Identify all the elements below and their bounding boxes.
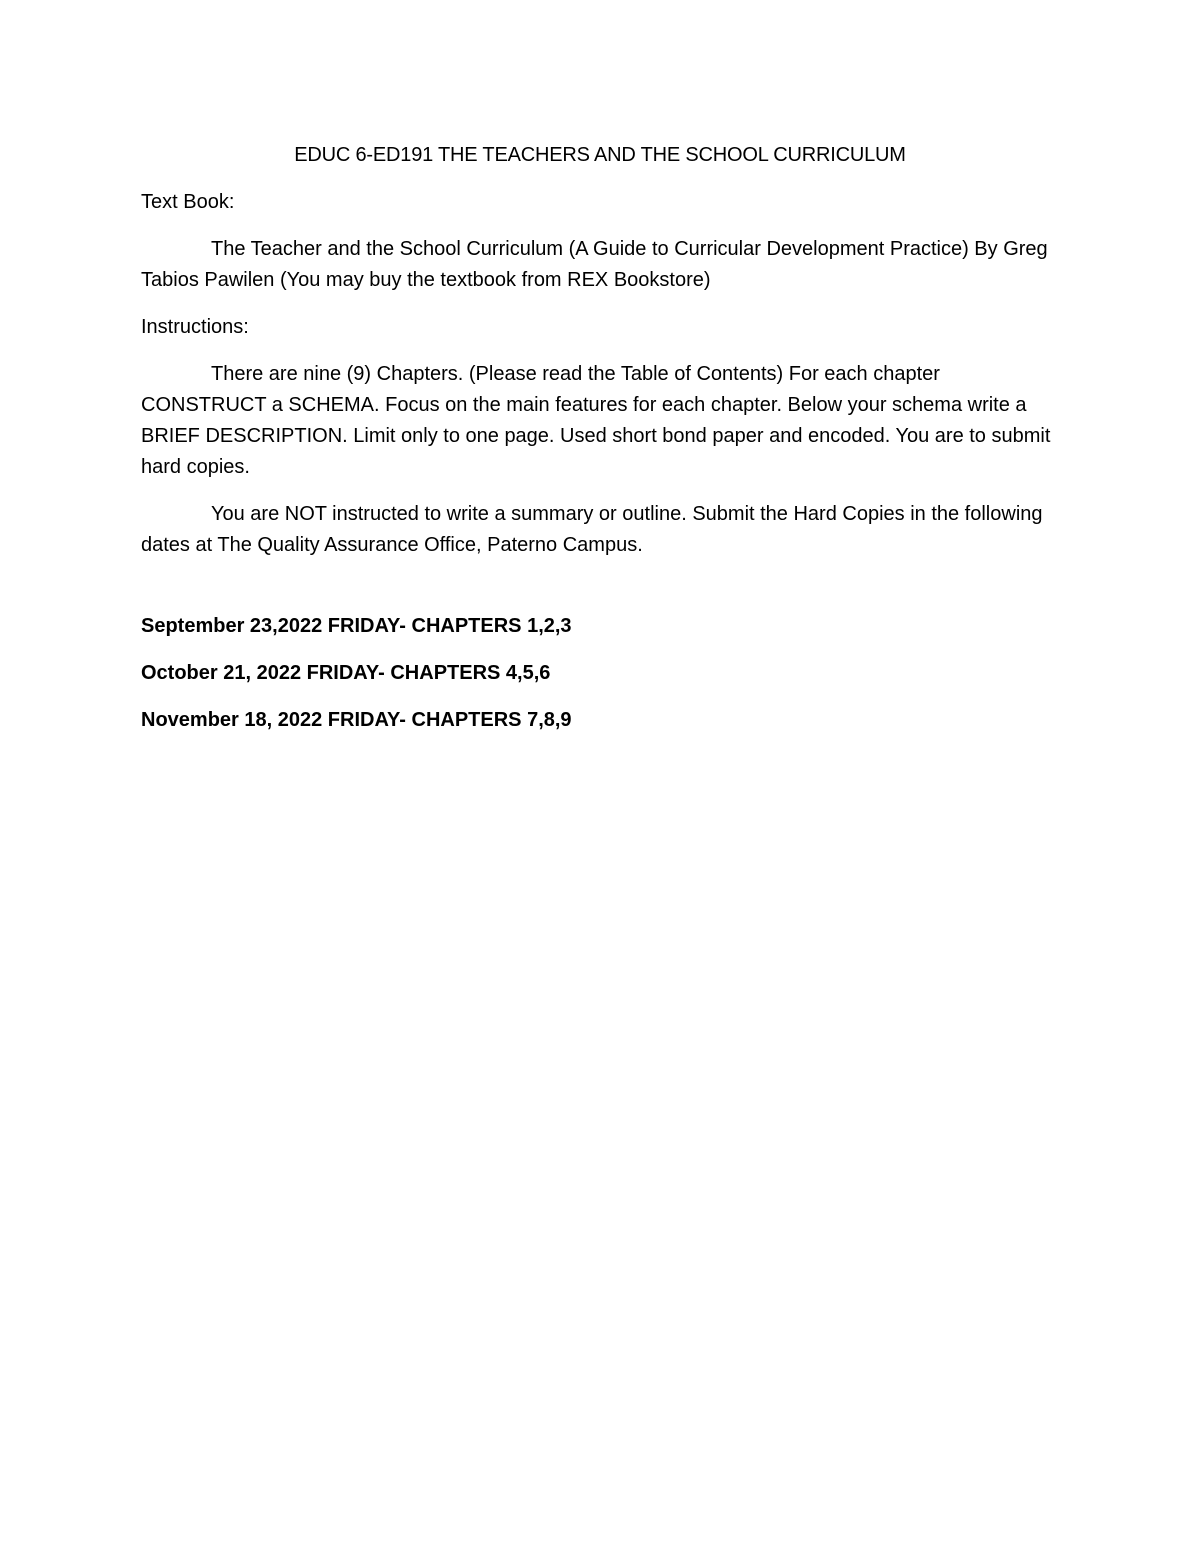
- schedule-item-1: September 23,2022 FRIDAY- CHAPTERS 1,2,3: [141, 615, 572, 637]
- instructions-label: Instructions:: [141, 316, 249, 338]
- document-title: EDUC 6-ED191 THE TEACHERS AND THE SCHOOL CURRICULUM: [294, 144, 906, 166]
- instructions-paragraph-1: There are nine (9) Chapters. (Please read the Table of Contents) For each chapter CONSTRUCT a SCHEMA. Focus on the main features for each chapter. Below your schema write a BRIEF DESCRIPTION. Limit only to one page. Used short bond paper and encoded. You are to submit hard copies.: [141, 363, 1051, 478]
- textbook-text: The Teacher and the School Curriculum (A Guide to Curricular Development Practice) By Greg Tabios Pawilen (You may buy the textbook from REX Bookstore): [141, 238, 1048, 291]
- schedule-item-3: November 18, 2022 FRIDAY- CHAPTERS 7,8,9: [141, 709, 572, 731]
- textbook-label: Text Book:: [141, 191, 235, 213]
- instructions-paragraph-2: You are NOT instructed to write a summary or outline. Submit the Hard Copies in the following dates at The Quality Assurance Office, Paterno Campus.: [141, 503, 1043, 556]
- schedule-item-2: October 21, 2022 FRIDAY- CHAPTERS 4,5,6: [141, 662, 551, 684]
- submission-schedule: [141, 611, 1061, 736]
- document-content: [141, 140, 1061, 752]
